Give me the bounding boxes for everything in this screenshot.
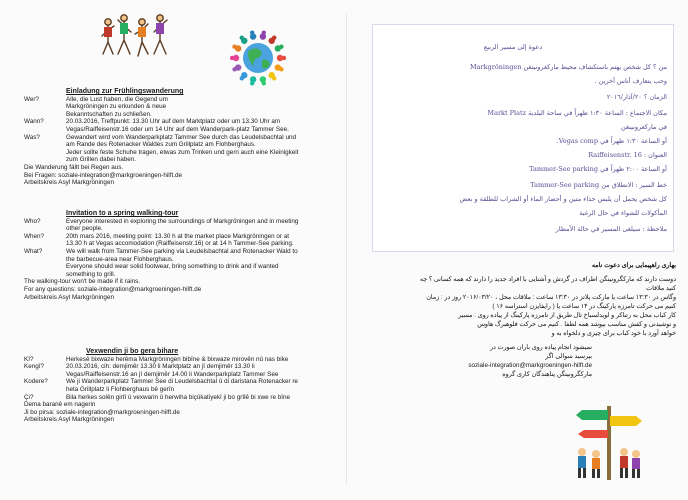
- info-row: [24, 363, 344, 378]
- persian-line: نمیشود انجام پیاده روی باران صورت در: [489, 344, 592, 351]
- footer-line: Dema baranê em nagerin: [24, 401, 96, 409]
- info-row: [24, 248, 344, 278]
- fold-divider: [346, 14, 347, 484]
- info-key: Çi?: [24, 393, 34, 401]
- info-key: Kî?: [24, 355, 34, 363]
- persian-line: وگاس در ۱۳:۳۰ ساعت یا مارکت پلاتز در ۱۳:۳۰ ساعت : ملاقات محل ، ۲۰۱۶/۰۳/۲۰ روز در : زمان: [426, 294, 676, 301]
- footer-line: Die Wanderung fällt bei Regen aus.: [24, 163, 124, 171]
- footer-line: Arbeitskreis Asyl Markgröningen: [24, 179, 114, 187]
- signpost-children: [572, 396, 646, 486]
- persian-line: بپرسید سوالی اگر: [545, 353, 592, 360]
- info-line: something to grill.: [66, 270, 116, 278]
- info-line: Herkesê bixwaze herêma Markgröningen bibîne & bixwaze mirovên nû nas bike: [66, 355, 289, 363]
- footer-line: Arbeitskreis Asyl Markgröningen: [24, 293, 114, 301]
- info-line: Everyone interested in exploring the surroundings of Markgröningen and in meeting: [66, 217, 299, 225]
- info-line: Markgröningen zu erkunden & neue: [66, 103, 167, 111]
- ring-person-head: [230, 56, 234, 60]
- info-row: [24, 96, 344, 119]
- info-line: 20.03.2016, Treffpunkt: 13.30 Uhr auf dem Marktplatz oder um 13.30 Uhr am: [66, 118, 281, 126]
- kurmanji-section: [24, 348, 344, 424]
- ring-person-head: [240, 35, 244, 39]
- info-row: [24, 356, 344, 364]
- info-line: Vegas/Raiffeisenstr.16 an jî demjimêr 14.00 li Wanderparkplatz Tammer See: [66, 370, 279, 378]
- english-footer: [24, 278, 344, 301]
- note-line-11: المأكولات للشواء في حال الرغبة: [579, 209, 667, 217]
- info-line: other people.: [66, 225, 103, 233]
- info-row: [24, 394, 344, 402]
- kurmanji-heading: Vexwendin ji bo gera bihare: [86, 348, 179, 355]
- info-key: What?: [24, 247, 43, 255]
- ring-person-head: [250, 30, 254, 34]
- note-line-6: أو الساعة ١:٣٠ ظهراً في Vegas comp.: [556, 137, 667, 145]
- german-footer: [24, 164, 344, 187]
- info-line: Everyone should wear solid footwear, bring something to drink and if wanted: [66, 263, 279, 271]
- kurmanji-rows: [24, 356, 344, 402]
- persian-line: کنیم می حرکت تامرزه پارکینگ در ۱۴ ساعت یا ( رایفایزن استراسه ۱۶ ): [492, 303, 676, 310]
- info-line: am Rande des Rotenacker Waldes zum Grillplatz am Flohberghaus.: [66, 141, 256, 149]
- ring-person-head: [232, 45, 236, 49]
- persian-line: soziale-integration@markgroeningen-hilft.de: [468, 362, 592, 369]
- ring-person-head: [240, 76, 244, 80]
- info-value: [66, 356, 344, 364]
- info-key: Kodere?: [24, 378, 48, 386]
- info-line: We ji Wanderparkplatz Tammer See di Leudelsbachtal û di daristana Rotenacker re: [66, 378, 298, 386]
- english-section: [24, 210, 344, 301]
- note-line-12: ملاحظة : سيلغى المسير في حالة الأمطار: [555, 225, 667, 233]
- note-line-9: خط السير : الانطلاق من Tammer-See parking: [530, 181, 667, 189]
- globe-people-ring: [230, 30, 286, 86]
- info-key: When?: [24, 232, 44, 240]
- info-line: We will walk from Tammer-See parking via Leudelsbachtal and Rotenacker Wald to: [66, 247, 298, 255]
- note-title: دعوة إلى مسير الربيع: [483, 43, 543, 51]
- info-value: [66, 248, 344, 278]
- persian-line: کنید ملاقات: [646, 285, 676, 292]
- info-key: Kengî?: [24, 363, 44, 371]
- persian-line: خواهد آورد با خود کباب برای چیزی و دلخواه به و: [551, 330, 676, 337]
- ring-person-head: [282, 56, 286, 60]
- info-key: Was?: [24, 133, 40, 141]
- note-line-5: في ماركغرونينغن: [621, 123, 667, 131]
- footer-line: Bei Fragen: soziale-integration@markgroeningen-hilft.de: [24, 171, 182, 179]
- info-value: [66, 134, 344, 164]
- info-value: [66, 363, 344, 378]
- info-line: zum Grillen dabei haben.: [66, 156, 137, 164]
- footer-line: Arbeitskreis Asyl Markgröningen: [24, 416, 114, 424]
- info-value: [66, 233, 344, 248]
- footer-line: The walking-tour won't be made if it rains.: [24, 278, 140, 286]
- info-line: Bekanntschaften zu schließen.: [66, 110, 152, 118]
- info-line: Alle, die Lust haben, die Gegend um: [66, 95, 168, 103]
- info-key: Who?: [24, 217, 41, 225]
- info-line: Gewandert wird vom Wanderparkplatz Tammer See durch das Leudelsbachtal und: [66, 133, 296, 141]
- info-line: 20.03.2016, cih: demjimêr 13.30 li Marktplatz an jî demjimêr 13.30 li: [66, 363, 255, 371]
- ring-person-head: [279, 45, 283, 49]
- german-heading: Einladung zur Frühlingswanderung: [66, 88, 184, 95]
- ring-person-head: [232, 67, 236, 71]
- info-value: [66, 378, 344, 393]
- info-row: [24, 218, 344, 233]
- note-line-2: وحب يتعارف أناس آخرين .: [594, 77, 667, 85]
- persian-title: بهاری راهپیمایی برای دعوت نامه: [591, 262, 676, 269]
- ring-person-head: [272, 76, 276, 80]
- info-value: [66, 96, 344, 119]
- info-key: Wann?: [24, 118, 44, 126]
- info-line: 20th mars 2016, meeting point: 13.30 h at the market place Markgröningen or at: [66, 232, 289, 240]
- ring-person-head: [250, 81, 254, 85]
- info-key: Wer?: [24, 95, 39, 103]
- info-row: [24, 378, 344, 393]
- note-line-8: أو الساعة ٢:٠٠ ظهراً في Tammer-See parking: [529, 165, 667, 173]
- note-line-10: كل شخص يحمل أن يلبس حذاء متين و أحضار الماء أو الشراب للطلقة و بعض: [459, 195, 667, 203]
- note-line-3: الزمان ؟ ٢٠/آذار/٢٠١٦: [606, 93, 667, 101]
- german-rows: [24, 96, 344, 164]
- info-line: Jeder sollte feste Schuhe tragen, etwas zum Trinken und gern auch eine Kleinigkeit: [66, 148, 299, 156]
- kurmanji-footer: [24, 401, 344, 424]
- info-line: Bila herkes solên girtî û vexwarin û herwiha biçûkatiyekî ji bo grîlê bi xwe re bîne: [66, 393, 290, 401]
- note-line-1: من ؟ كل شخص يهتم باستكشاف محيط ماركغرونينغن Markgröningen: [469, 63, 667, 71]
- info-value: [66, 118, 344, 133]
- persian-line: کار کباب محل به رتناکر و لویدلسباخ تال طریق از تامرزه پارکینگ از پیاده روی : مسیر: [458, 312, 676, 319]
- persian-line: و نوشیدنی و کفش مناسب بپوشد همه لطفا . کنیم می حرکت فلوهبرگ هاوس: [477, 321, 676, 328]
- ring-person-head: [262, 30, 266, 34]
- info-line: heta Grillplatz li Flohberghaus bê gerîn: [66, 385, 175, 393]
- ring-person-head: [279, 67, 283, 71]
- persian-line: مارکگرونینگن پناهندگان کاری گروه: [502, 371, 592, 378]
- ring-person-head: [262, 81, 266, 85]
- hikers-illustration: [96, 10, 180, 72]
- handwritten-arabic-note: [372, 24, 674, 252]
- footer-line: Ji bo pirsa: soziale-integration@markgroeningen-hilft.de: [24, 408, 180, 416]
- ring-person-head: [272, 35, 276, 39]
- footer-line: For any questions: soziale-integration@markgroeningen-hilft.de: [24, 285, 202, 293]
- info-value: [66, 394, 344, 402]
- english-heading: Invitation to a spring walking-tour: [66, 210, 179, 217]
- info-line: Vegas/Raiffeisenstr.16 oder um 14 Uhr auf dem Wanderpark-platz Tammer See.: [66, 125, 289, 133]
- info-value: [66, 218, 344, 233]
- persian-line: دوست دارند که مارکگرونینگن اطراف در گردش و آشنایی با افراد جدید را دارند که همه کسانی ؟ چه: [419, 276, 676, 283]
- info-line: 13.30 h at Vegas accomodation (Raiffeisenstr.16) or at 14 h Tammer-See parking.: [66, 240, 294, 248]
- info-line: the barbecue-area near Flohberghaus.: [66, 255, 174, 263]
- english-rows: [24, 218, 344, 279]
- note-line-7: العنوان : Raiffeisenstr. 16: [588, 151, 667, 159]
- info-row: [24, 134, 344, 164]
- info-row: [24, 118, 344, 133]
- info-row: [24, 233, 344, 248]
- note-line-4: مكان الاجتماع : الساعة ١:٣٠ ظهراً في ساحة البلدية Markt Platz: [487, 109, 667, 117]
- german-section: [24, 88, 344, 187]
